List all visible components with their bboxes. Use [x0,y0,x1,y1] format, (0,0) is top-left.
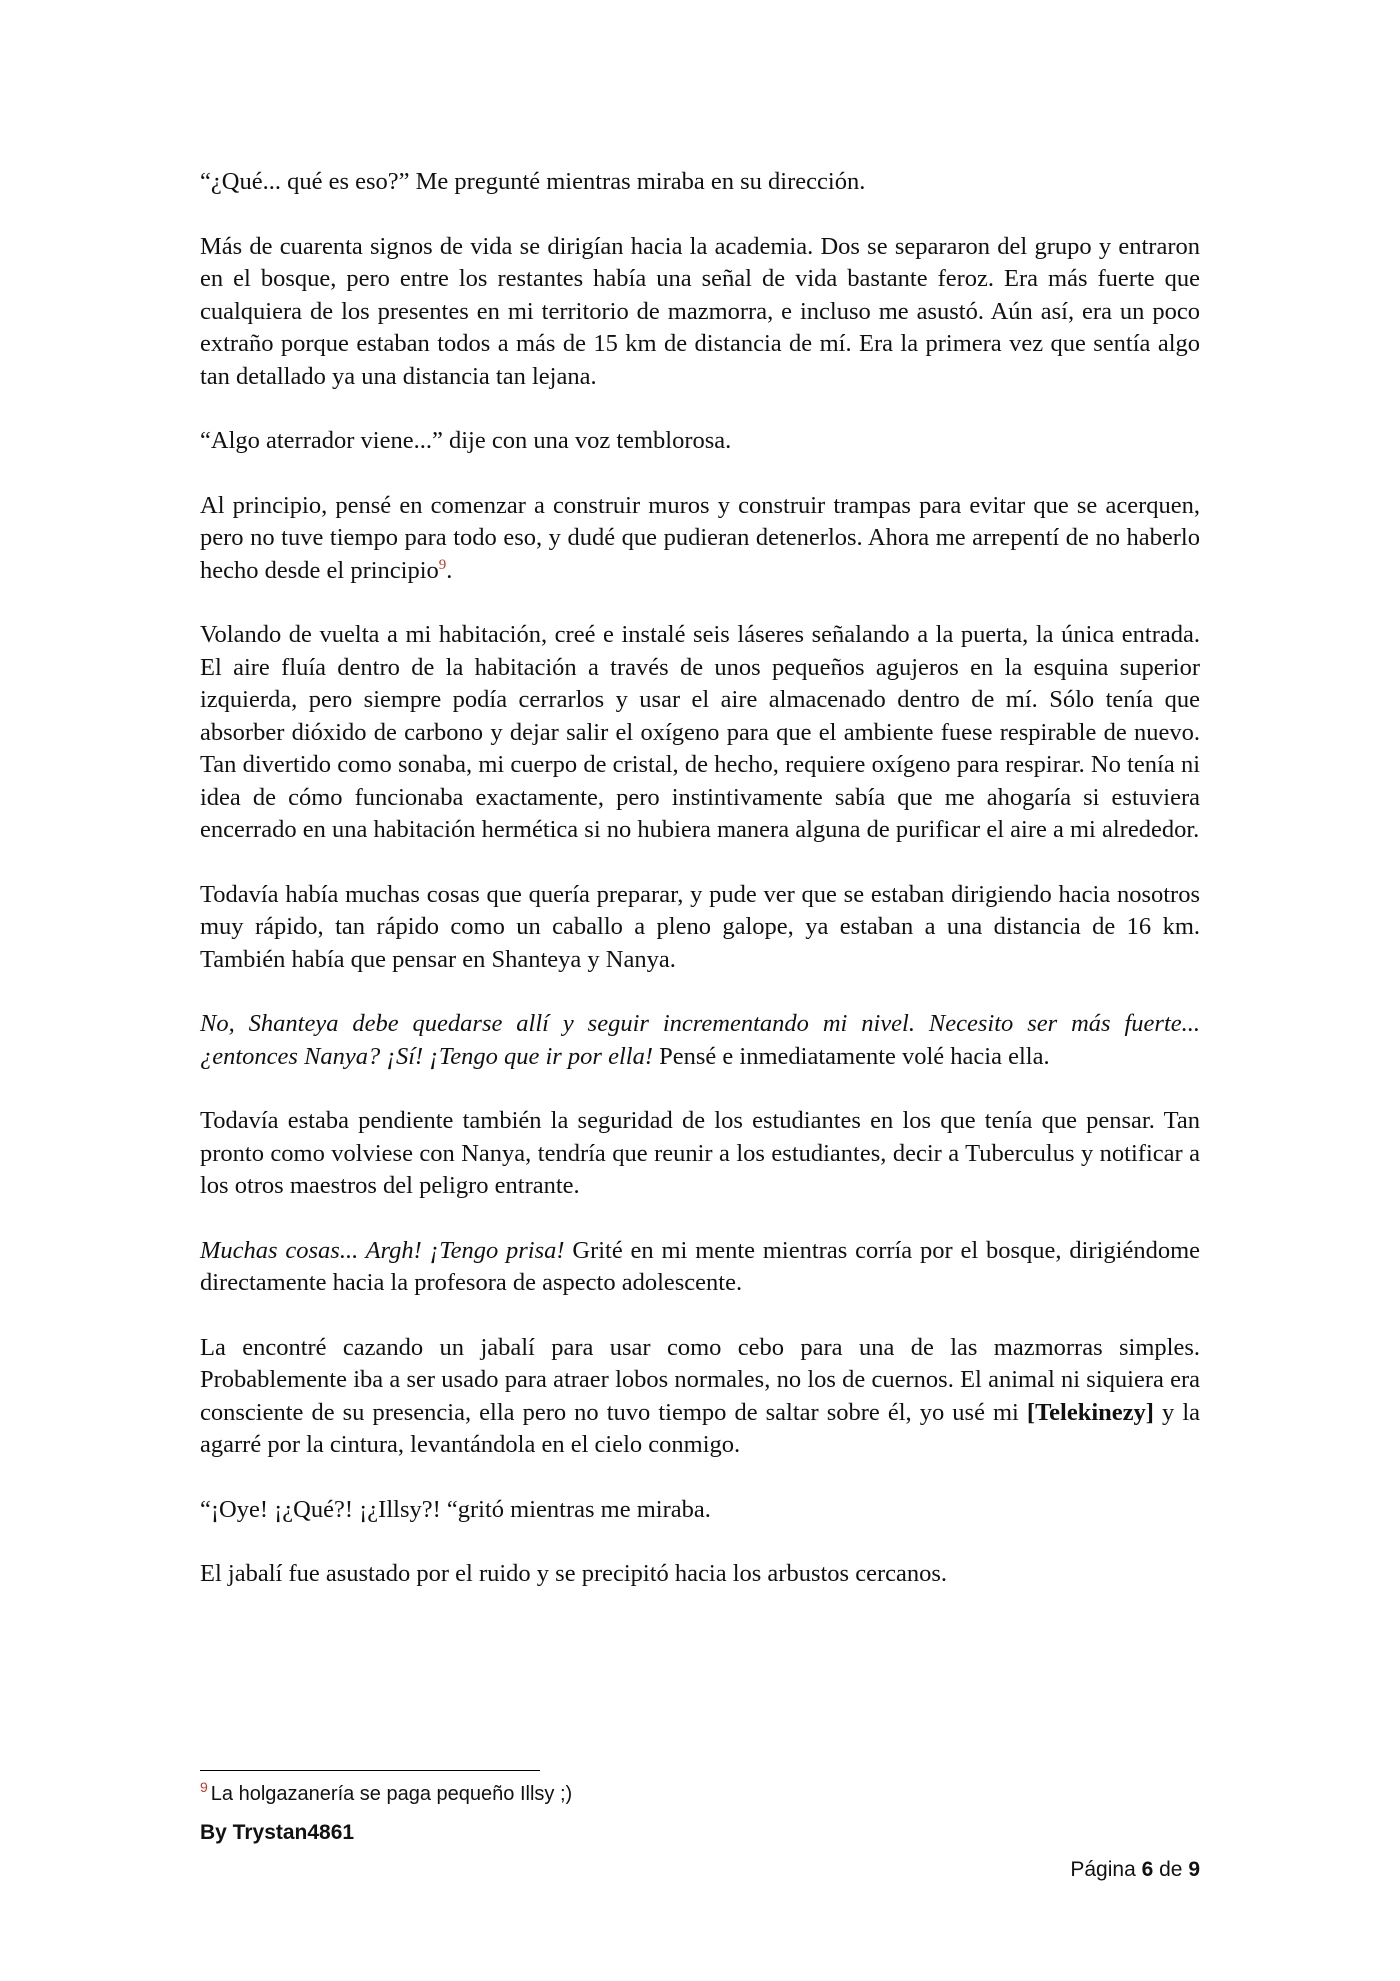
inner-thought: No, Shanteya debe quedarse allí y seguir incrementando mi nivel. Necesito ser más fuerte... ¿entonces Nanya? ¡Sí! ¡Tengo que ir por ella! [200,1010,1200,1070]
author-credit: By Trystan4861 [200,1821,355,1844]
footnote-divider [200,1770,540,1771]
paragraph-1: “¿Qué... qué es eso?” Me pregunté mientras miraba en su dirección. [200,168,866,195]
paragraph-11: “¡Oye! ¡¿Qué?! ¡¿Illsy?! “gritó mientras me miraba. [200,1495,711,1523]
footnote [200,1780,572,1808]
paragraph-8: Todavía estaba pendiente también la seguridad de los estudiantes en los que tenía que pensar. Tan pronto como volviese con Nanya, tendría que reunir a los estudiantes, decir a Tuberculus y notificar a los otros maestros del peligro entrante. [200,1107,1200,1199]
footnote-number: 9 [200,1779,208,1796]
inner-thought: Muchas cosas... Argh! ¡Tengo prisa! [200,1236,565,1264]
paragraph-2: Más de cuarenta signos de vida se dirigían hacia la academia. Dos se separaron del grupo y entraron en el bosque, pero entre los restantes había una señal de vida bastante feroz. Era más fuerte que cualquiera de los presentes en mi territorio de mazmorra, e incluso me asustó. Aún así, era un poco extraño porque estaban todos a más de 15 km de distancia de mí. Era la primera vez que sentía algo tan detallado ya una distancia tan lejana. [200,232,1200,390]
paragraph-12: El jabalí fue asustado por el ruido y se precipitó hacia los arbustos cercanos. [200,1560,948,1587]
paragraph-3: “Algo aterrador viene...” dije con una voz temblorosa. [200,427,732,454]
page-number: Página 6 de 9 [1070,1858,1200,1881]
paragraph-5: Volando de vuelta a mi habitación, creé e instalé seis láseres señalando a la puerta, la única entrada. El aire fluía dentro de la habitación a través de unos pequeños agujeros en la esquina superior izquierda, pero siempre podía cerrarlos y usar el aire almacenado dentro de mí. Sólo tenía que absorber dióxido de carbono y dejar salir el oxígeno para que el ambiente fuese respirable de nuevo. Tan divertido como sonaba, mi cuerpo de cristal, de hecho, requiere oxígeno para respirar. No tenía ni idea de cómo funcionaba exactamente, pero instintivamente sabía que me ahogaría si estuviera encerrado en una habitación hermética si no hubiera manera alguna de purificar el aire a mi alrededor. [200,621,1200,843]
paragraph-10: La encontré cazando un jabalí para usar como cebo para una de las mazmorras simples. Probablemente iba a ser usado para atraer lobos normales, no los de cuernos. El animal ni siquiera era consciente de su presencia, ella pero no tuvo tiempo de saltar sobre él, yo usé mi [Telekinezy] y la agarré por la cintura, levantándola en el cielo conmigo. [200,1333,1200,1458]
document-body [200,166,1200,1623]
footnote-reference[interactable]: 9 [438,556,447,573]
paragraph-4: Al principio, pensé en comenzar a construir muros y construir trampas para evitar que se acerquen, pero no tuve tiempo para todo eso, y dudé que pudieran detenerlos. Ahora me arrepentí de no haberlo hecho desde el principio$^9$. [200,491,1200,584]
paragraph-7: No, Shanteya debe quedarse allí y seguir incrementando mi nivel. Necesito ser más fuerte... ¿entonces Nanya? ¡Sí! ¡Tengo que ir por ella! Pensé e inmediatamente volé hacia ella. [200,1010,1200,1070]
paragraph-6: Todavía había muchas cosas que quería preparar, y pude ver que se estaban dirigiendo hacia nosotros muy rápido, tan rápido como un caballo a pleno galope, ya estaban a una distancia de 16 km. También había que pensar en Shanteya y Nanya. [200,880,1200,973]
skill-name: [Telekinezy] [1026,1398,1154,1426]
paragraph-9: Muchas cosas... Argh! ¡Tengo prisa! Grité en mi mente mientras corría por el bosque, dirigiéndome directamente hacia la profesora de aspecto adolescente. [200,1236,1200,1296]
footnote-text: La holgazanería se paga pequeño Illsy ;) [210,1783,573,1805]
